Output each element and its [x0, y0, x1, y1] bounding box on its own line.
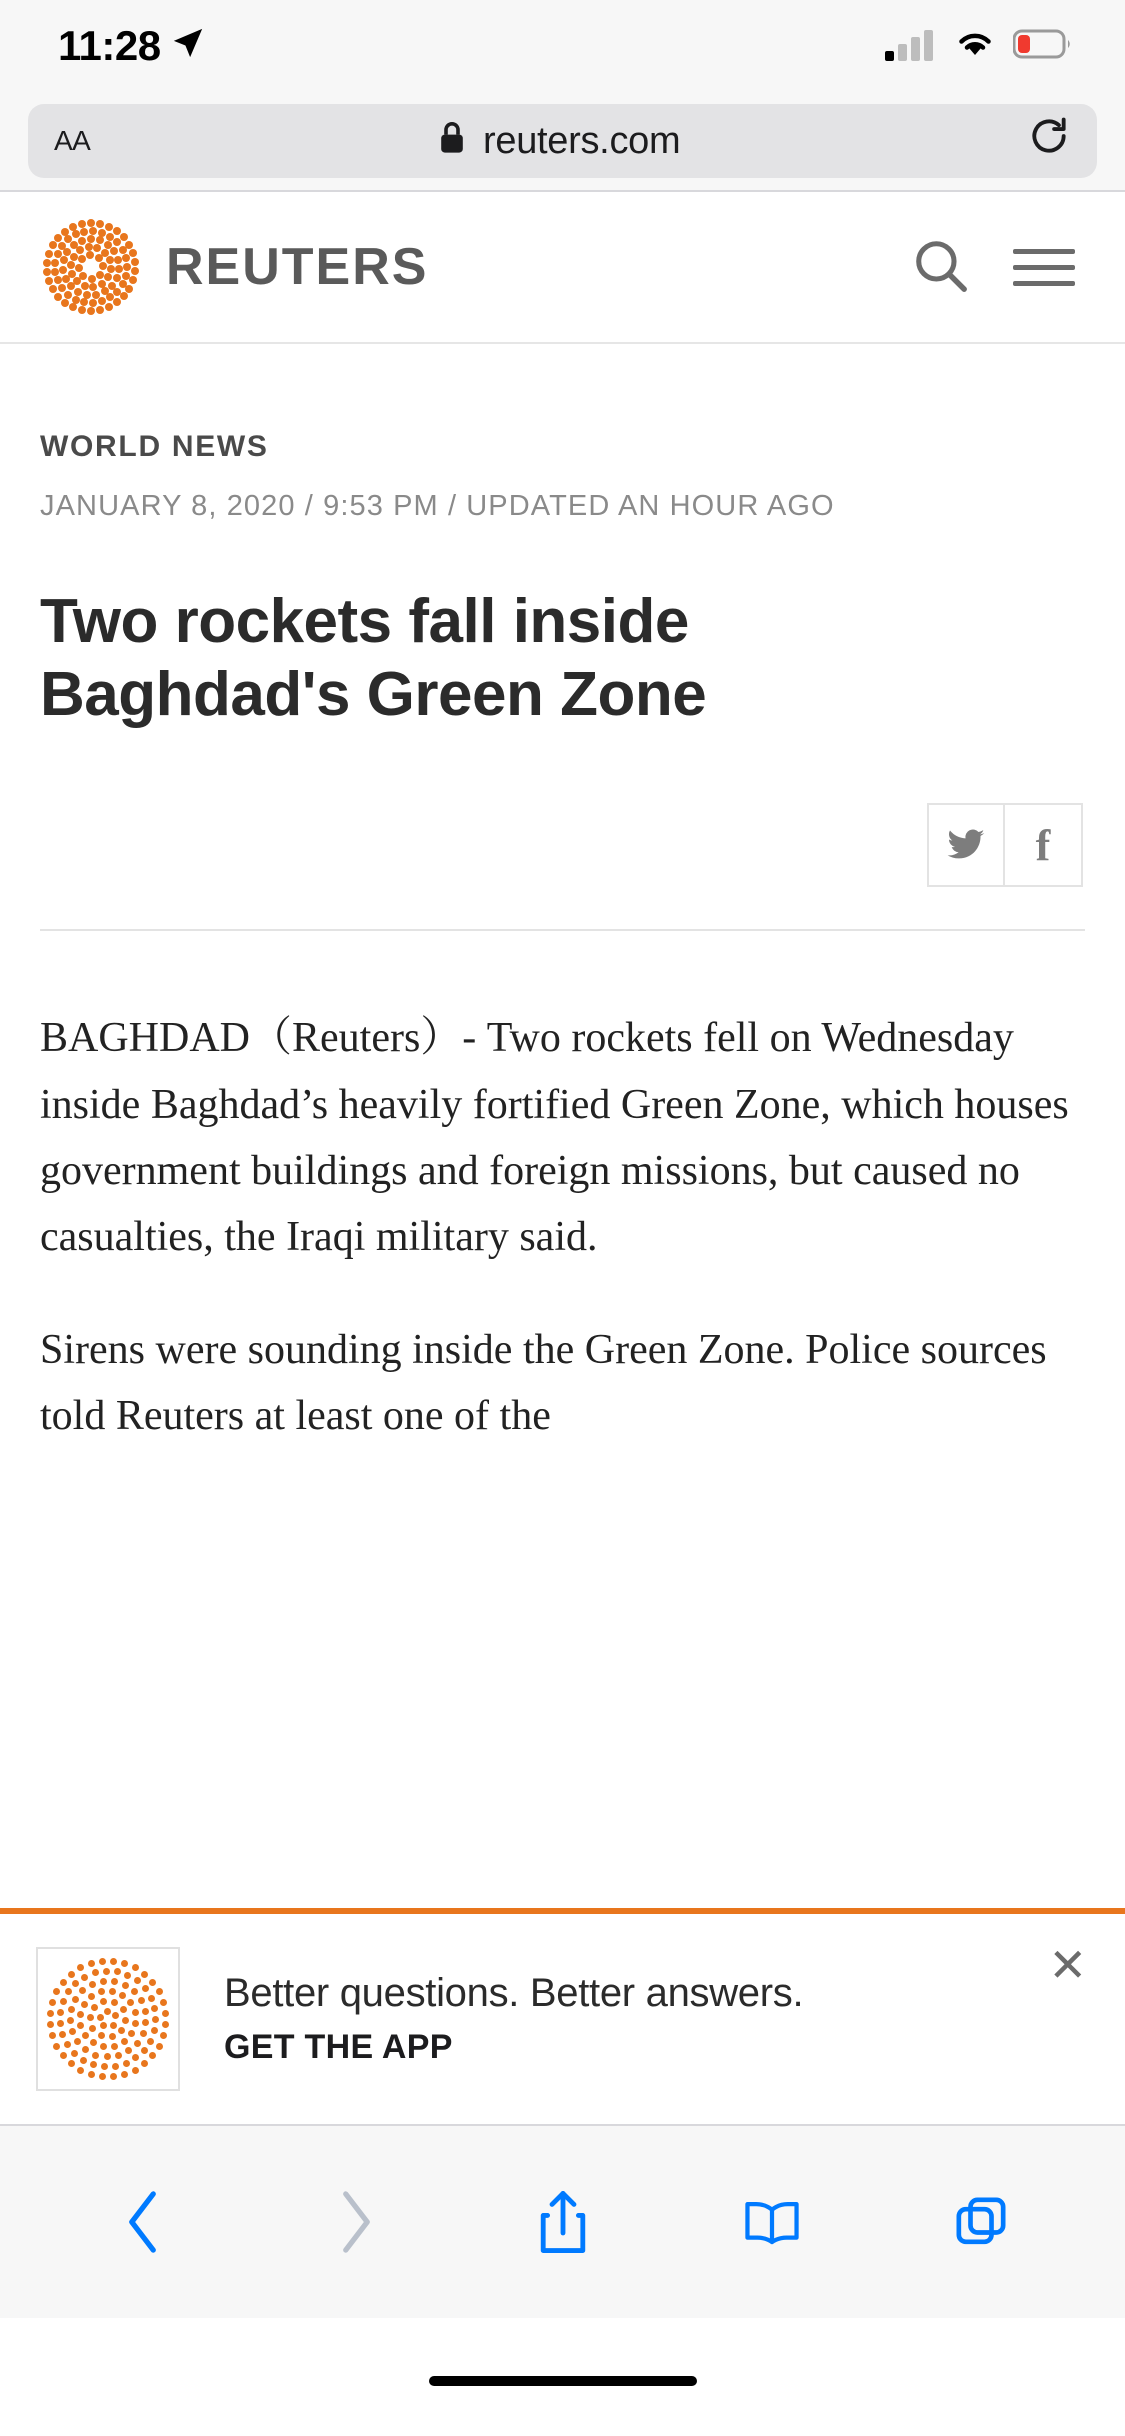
reload-icon[interactable] — [1027, 114, 1071, 168]
status-bar — [0, 0, 1125, 92]
site-brand[interactable] — [42, 218, 428, 316]
status-time-group — [58, 22, 205, 70]
lock-icon — [437, 119, 467, 163]
article-divider — [40, 929, 1085, 931]
promo-reuters-dots-logo — [36, 1947, 180, 2091]
text-size-label: AA — [54, 125, 91, 156]
share-button[interactable] — [503, 2167, 623, 2277]
status-indicators — [885, 27, 1073, 66]
get-the-app-link[interactable]: GET THE APP — [224, 2028, 453, 2066]
url-display[interactable] — [437, 119, 680, 163]
close-icon[interactable]: ✕ — [1048, 1939, 1087, 1991]
site-header — [0, 192, 1125, 344]
bookmarks-button[interactable] — [712, 2167, 832, 2277]
article-kicker[interactable]: WORLD NEWS — [40, 430, 269, 463]
status-time: 11:28 — [58, 22, 161, 69]
tabs-icon — [953, 2193, 1009, 2251]
article-body — [40, 1005, 1085, 1449]
url-bar[interactable] — [28, 104, 1097, 178]
battery-low-icon — [1013, 28, 1073, 65]
search-icon[interactable] — [911, 236, 969, 299]
content-fade-overlay — [0, 1830, 1125, 1912]
article-paragraph: Sirens were sounding inside the Green Zone. Police sources told Reuters at least one of the — [40, 1326, 1047, 1440]
app-promo-banner — [0, 1908, 1125, 2124]
book-icon — [743, 2192, 801, 2252]
tabs-button[interactable] — [921, 2167, 1041, 2277]
browser-bottom-toolbar — [0, 2124, 1125, 2318]
article-dateline: JANUARY 8, 2020 / 9:53 PM / UPDATED AN HOUR AGO — [40, 490, 835, 522]
home-indicator — [429, 2376, 697, 2386]
promo-headline: Better questions. Better answers. — [224, 1971, 804, 2015]
share-icon — [536, 2189, 590, 2255]
promo-text-group — [224, 1971, 803, 2067]
cellular-bars-icon — [885, 27, 937, 66]
facebook-icon: f — [1035, 820, 1051, 870]
browser-url-bar-area — [0, 92, 1125, 190]
hamburger-menu-icon[interactable] — [1013, 249, 1075, 286]
location-arrow-icon — [171, 22, 205, 70]
brand-name: REUTERS — [166, 238, 429, 296]
twitter-icon — [944, 825, 988, 865]
share-facebook-button[interactable] — [1005, 803, 1083, 887]
page-title: Two rockets fall inside Baghdad's Green Zone — [40, 587, 707, 730]
back-button[interactable] — [85, 2167, 205, 2277]
forward-button[interactable] — [294, 2167, 414, 2277]
reuters-dots-logo — [42, 218, 140, 316]
wifi-icon — [953, 27, 997, 66]
webpage-content — [0, 192, 1125, 1912]
url-text: reuters.com — [483, 119, 681, 162]
share-buttons — [40, 803, 1085, 887]
header-actions — [911, 236, 1083, 299]
text-size-button[interactable] — [54, 125, 90, 157]
article-paragraph: BAGHDAD（Reuters）- Two rockets fell on Wednesday inside Baghdad’s heavily fortified Green Zone, which houses government buildings and foreign missions, but caused no casualties, the Iraqi military said. — [40, 1015, 1069, 1261]
share-twitter-button[interactable] — [927, 803, 1005, 887]
article — [0, 430, 1125, 1449]
